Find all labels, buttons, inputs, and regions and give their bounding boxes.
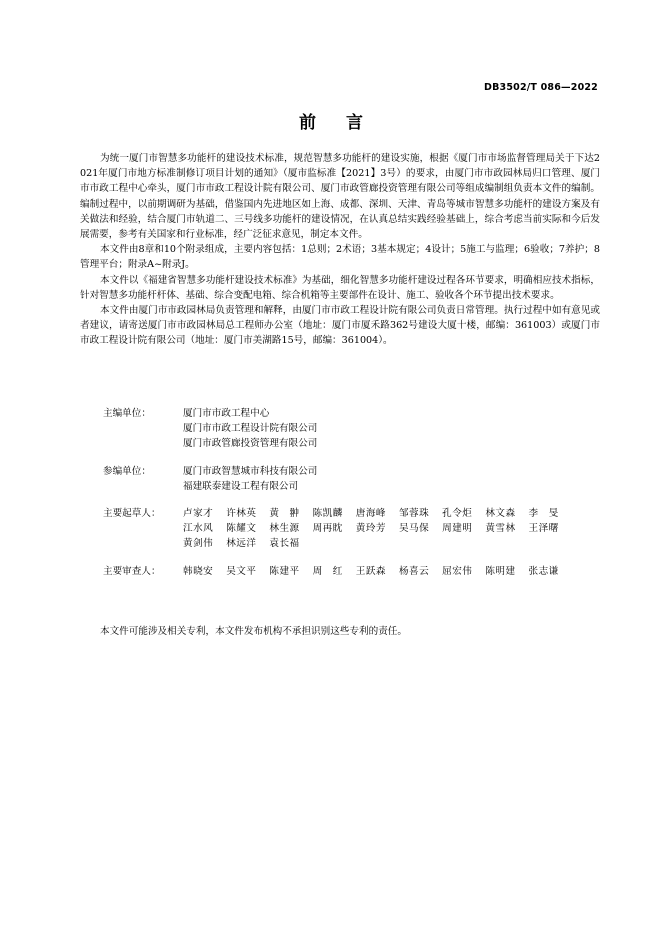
chief-editor-unit: 厦门市市政工程中心 — [183, 408, 270, 419]
reviewer-name: 陈明建 — [485, 565, 516, 577]
contributors-section — [103, 406, 603, 591]
reviewer-name: 韩晓安 — [183, 565, 214, 577]
chief-editor-units — [103, 406, 603, 452]
reviewer-name: 屈宏伟 — [442, 565, 473, 577]
drafter-name: 李 旻 — [528, 508, 559, 520]
paragraph-management: 本文件由厦门市市政园林局负责管理和解释，由厦门市市政工程设计院有限公司负责日常管理。执行过程中如有意见或者建议，请寄送厦门市市政园林局总工程师办公室（地址：厦门市厦禾路362号建设大厦十楼，邮编：361003）或厦门市市政工程设计院有限公司（地址：厦门市美湖路15号，邮编：361004）。 — [80, 305, 600, 347]
main-drafters — [103, 506, 603, 552]
reviewers-label: 主要审查人： — [103, 565, 161, 577]
document-code: DB3502/T 086—2022 — [484, 82, 598, 93]
drafter-name: 许林英 — [226, 508, 257, 520]
chief-editor-label: 主编单位： — [103, 408, 151, 419]
drafter-name: 黄玲芳 — [355, 523, 387, 535]
drafter-name: 孔令炬 — [442, 508, 473, 520]
co-editor-unit: 厦门市政智慧城市科技有限公司 — [183, 465, 318, 477]
drafter-name: 邹蓉珠 — [398, 508, 430, 520]
drafter-name: 林生源 — [269, 523, 300, 535]
drafter-name: 周再眈 — [312, 523, 343, 535]
drafter-name: 黄剑伟 — [183, 538, 214, 550]
drafter-name: 陈凯麟 — [312, 508, 343, 520]
drafter-name: 吴马保 — [398, 523, 430, 535]
drafter-name: 林文森 — [485, 508, 516, 520]
reviewer-name: 周 红 — [312, 565, 343, 577]
paragraph-structure: 本文件由8章和10个附录组成，主要内容包括：1总则；2术语；3基本规定；4设计；5施工与监理；6验收；7养护；8管理平台；附录A~附录J。 — [80, 244, 600, 271]
paragraph-basis: 本文件以《福建省智慧多功能杆建设技术标准》为基础，细化智慧多功能杆建设过程各环节要求，明确相应技术指标，针对智慧多功能杆杆体、基础、综合变配电箱、综合机箱等主要部件在设计、施工、验收各个环节提出技术要求。 — [80, 274, 600, 301]
co-editor-units — [103, 464, 603, 494]
reviewer-name: 杨喜云 — [398, 565, 430, 577]
reviewer-name: 陈建平 — [269, 565, 300, 577]
page-title: 前言 — [299, 113, 393, 133]
drafter-name: 唐海峰 — [355, 508, 387, 520]
drafter-name: 袁长福 — [269, 538, 300, 550]
reviewer-name: 王跃森 — [355, 565, 387, 577]
reviewer-name: 张志谦 — [528, 565, 559, 577]
main-reviewers — [103, 564, 603, 579]
drafter-name: 黄雪林 — [485, 523, 516, 535]
reviewer-name: 吴文平 — [226, 565, 257, 577]
chief-editor-unit: 厦门市市政工程设计院有限公司 — [183, 423, 318, 435]
drafter-name: 黄 翀 — [269, 508, 300, 520]
drafter-name: 周建明 — [442, 523, 473, 535]
drafters-label: 主要起草人： — [103, 508, 161, 520]
drafter-name: 卢家才 — [183, 508, 214, 520]
chief-editor-unit: 厦门市政管廊投资管理有限公司 — [183, 438, 318, 450]
drafter-name: 王泽曙 — [528, 523, 559, 535]
drafter-name: 陈耀文 — [226, 523, 257, 535]
foreword-body — [80, 151, 600, 349]
paragraph-background: 为统一厦门市智慧多功能杆的建设技术标准，规范智慧多功能杆的建设实施，根据《厦门市市场监督管理局关于下达2021年厦门市地方标准制修订项目计划的通知》（厦市监标准【2021】3号）的要求，由厦门市市政园林局归口管理、厦门市市政工程中心牵头，厦门市市政工程设计院有限公司、厦门市政管廊投资管理有限公司等组成编制组负责本文件的编制。编制过程中，以前期调研为基础，借鉴国内先进地区如上海、成都、深圳、天津、青岛等城市智慧多功能杆的建设方案及有关做法和经验，结合厦门市轨道二、三号线多功能杆的建设情况，在认真总结实践经验基础上，综合考虑当前实际和今后发展需要，参考有关国家和行业标准，经广泛征求意见，制定本文件。 — [80, 153, 600, 241]
drafter-name: 江水风 — [183, 523, 214, 535]
drafter-name: 林远洋 — [226, 538, 257, 550]
patent-note: 本文件可能涉及相关专利，本文件发布机构不承担识别这些专利的责任。 — [100, 626, 407, 637]
co-editor-unit: 福建联泰建设工程有限公司 — [183, 480, 299, 492]
co-editor-label: 参编单位： — [103, 465, 151, 477]
